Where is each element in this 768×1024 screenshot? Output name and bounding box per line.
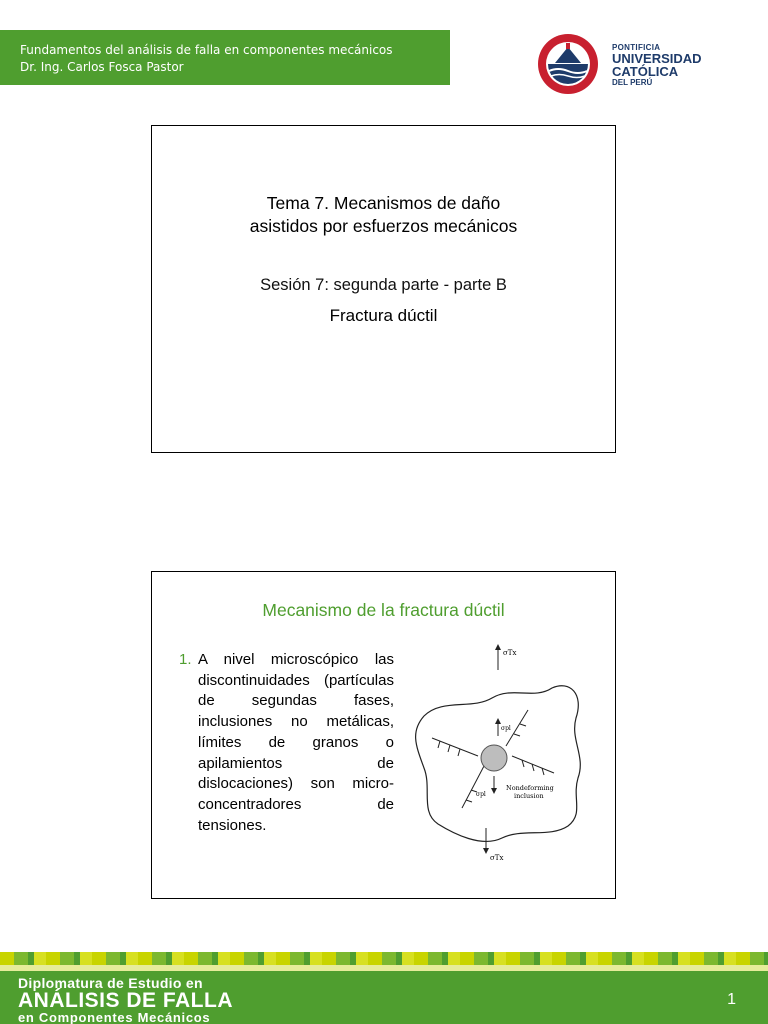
slide1-session: Sesión 7: segunda parte - parte B: [260, 276, 507, 294]
inclusion-diagram: [402, 638, 592, 864]
sigma-inner-label-2: σpl: [476, 791, 486, 798]
sigma-bottom-label: σTx: [490, 854, 504, 862]
slide1-title-line-2: asistidos por esfuerzos mecánicos: [249, 216, 518, 236]
header-banner: [0, 30, 450, 85]
footer-line-1: Diplomatura de Estudio en: [18, 975, 203, 991]
slide1-title: [152, 192, 615, 238]
logo-line-2: UNIVERSIDAD: [612, 51, 702, 66]
slide1-subtitle: Fractura dúctil: [329, 306, 438, 325]
figure-label-line-2: inclusion: [514, 792, 544, 800]
figure-label-line-1: Nondeforming: [506, 784, 554, 792]
course-title: Fundamentos del análisis de falla en componentes mecánicos: [20, 43, 393, 57]
page-number: 1: [727, 991, 736, 1008]
author-name: Dr. Ing. Carlos Fosca Pastor: [20, 60, 184, 74]
university-seal-icon: [535, 33, 603, 95]
list-item-text: A nivel microscópico las discontinuidades (partículas de segundas fases, inclusiones no metálicas, límites de granos o apilamientos de dislocaciones) son micro-concentradores de tensiones.: [198, 651, 394, 834]
university-logo: [535, 33, 715, 95]
list-item-number: 1.: [179, 651, 192, 668]
slide2-title: Mecanismo de la fractura dúctil: [262, 600, 505, 620]
footer-stripe: [0, 952, 768, 965]
slide-1: [151, 125, 616, 453]
sigma-top-label: σTx: [503, 649, 517, 657]
logo-line-1: PONTIFICIA: [612, 43, 661, 52]
logo-line-4: DEL PERÚ: [612, 78, 653, 87]
footer-line-3: en Componentes Mecánicos: [18, 1010, 211, 1024]
slide-2: [151, 571, 616, 899]
sigma-inner-label-1: σpl: [501, 725, 511, 732]
slide1-title-line-1: Tema 7. Mecanismos de daño: [266, 193, 501, 213]
footer-banner: [0, 971, 768, 1024]
logo-line-3: CATÓLICA: [612, 64, 679, 79]
footer-line-2: ANÁLISIS DE FALLA: [18, 989, 234, 1012]
